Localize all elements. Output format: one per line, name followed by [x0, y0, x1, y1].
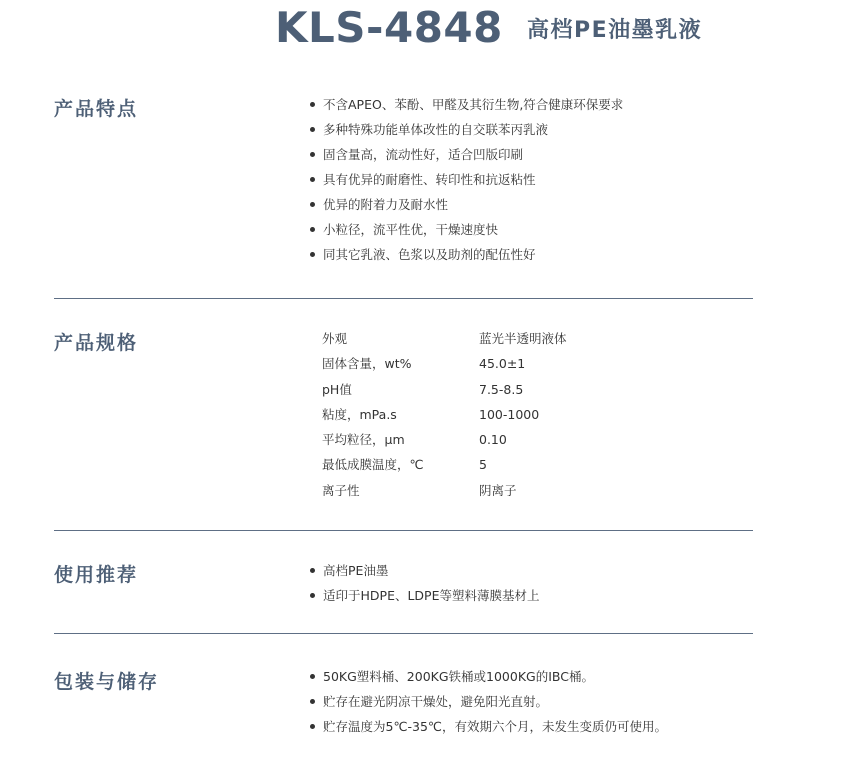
- feature-item: 具有优异的耐磨性、转印性和抗返粘性: [308, 167, 623, 192]
- spec-value: 阴离子: [479, 482, 517, 498]
- feature-item: 小粒径，流平性优，干燥速度快: [308, 217, 623, 242]
- application-item: 适印于HDPE、LDPE等塑料薄膜基材上: [308, 583, 540, 608]
- packaging-title: 包装与储存: [54, 671, 160, 693]
- features-title: 产品特点: [54, 98, 139, 120]
- spec-label: 离子性: [322, 482, 360, 498]
- packaging-item: 贮存温度为5℃-35℃，有效期六个月，未发生变质仍可使用。: [308, 714, 667, 739]
- applications-list: [308, 558, 540, 608]
- document-header: [0, 0, 850, 60]
- applications-title: 使用推荐: [54, 564, 139, 586]
- spec-label: 粘度，mPa.s: [322, 406, 397, 422]
- spec-label: 最低成膜温度，℃: [322, 457, 424, 473]
- spec-label: 固体含量，wt%: [322, 356, 412, 372]
- spec-label: 外观: [322, 331, 348, 346]
- feature-item: 固含量高，流动性好，适合凹版印刷: [308, 142, 623, 167]
- feature-item: 同其它乳液、色浆以及助剂的配伍性好: [308, 242, 623, 267]
- specs-title: 产品规格: [54, 332, 139, 354]
- product-model: KLS-4848: [275, 3, 503, 52]
- spec-value: 蓝光半透明液体: [479, 331, 567, 346]
- section-divider: [54, 298, 753, 299]
- spec-value: 5: [479, 457, 487, 473]
- product-name: 高档PE油墨乳液: [527, 18, 703, 43]
- application-item: 高档PE油墨: [308, 558, 540, 583]
- feature-item: 优异的附着力及耐水性: [308, 192, 623, 217]
- packaging-item: 贮存在避光阴凉干燥处，避免阳光直射。: [308, 689, 667, 714]
- feature-item: 不含APEO、苯酚、甲醛及其衍生物,符合健康环保要求: [308, 92, 623, 117]
- spec-value: 0.10: [479, 432, 507, 448]
- section-divider: [54, 530, 753, 531]
- spec-label: pH值: [322, 381, 352, 397]
- spec-value: 45.0±1: [479, 356, 526, 372]
- spec-value: 7.5-8.5: [479, 381, 524, 397]
- packaging-list: [308, 664, 667, 739]
- feature-item: 多种特殊功能单体改性的自交联苯丙乳液: [308, 117, 623, 142]
- spec-label: 平均粒径，μm: [322, 432, 405, 448]
- features-list: [308, 92, 623, 267]
- spec-value: 100-1000: [479, 406, 540, 422]
- section-divider: [54, 633, 753, 634]
- packaging-item: 50KG塑料桶、200KG铁桶或1000KG的IBC桶。: [308, 664, 667, 689]
